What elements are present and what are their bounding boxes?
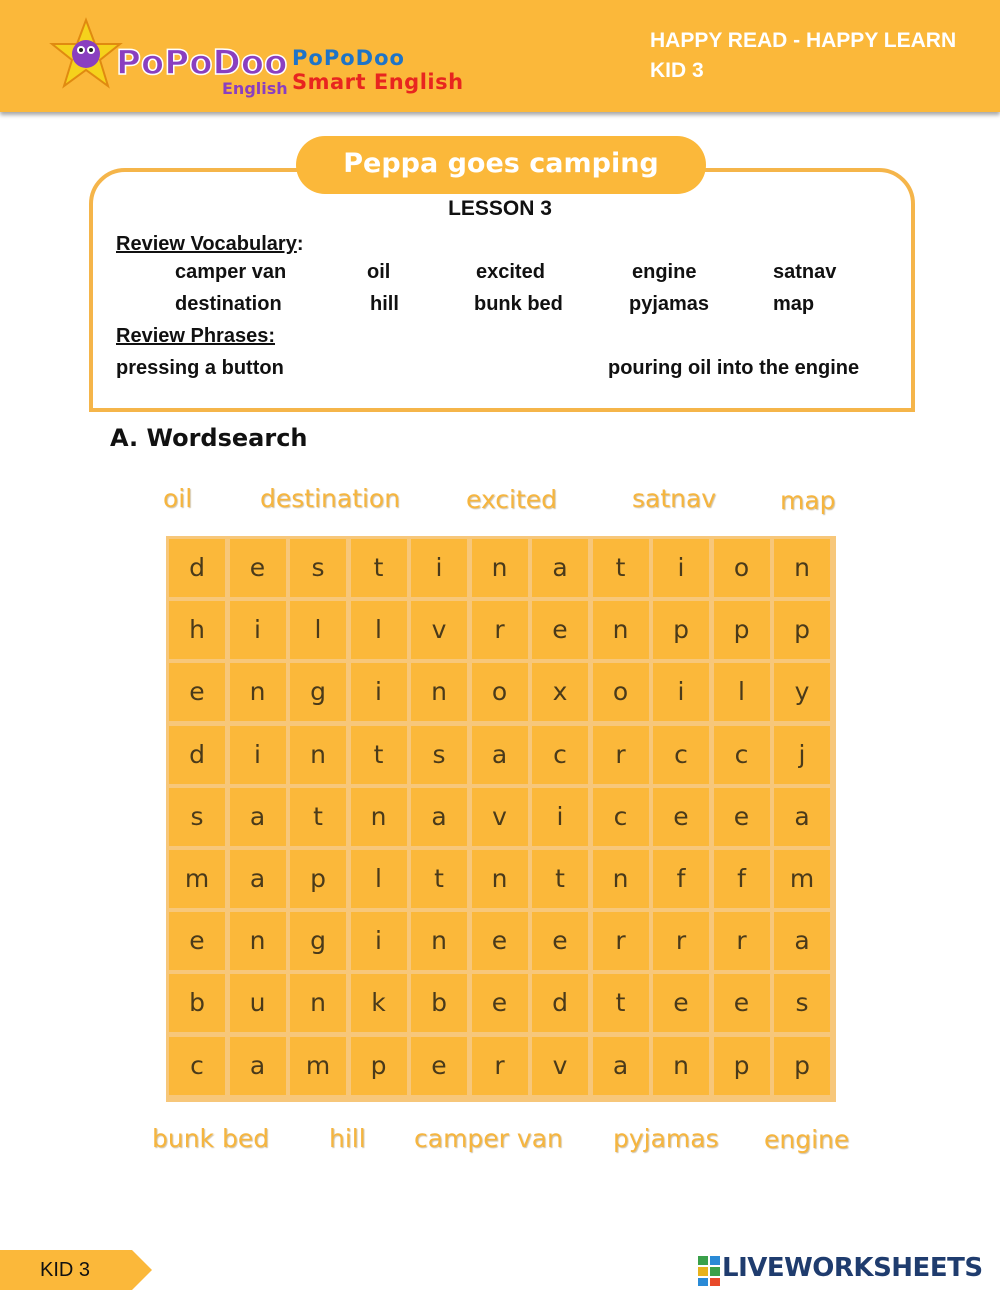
grid-cell[interactable]: t [290,788,346,846]
grid-cell[interactable]: n [230,912,286,970]
grid-cell[interactable]: m [774,850,830,908]
grid-cell[interactable]: n [411,912,467,970]
grid-cell[interactable]: e [230,539,286,597]
grid-cell[interactable]: b [411,974,467,1032]
grid-cell[interactable]: e [411,1037,467,1095]
grid-cell[interactable]: p [290,850,346,908]
grid-cell[interactable]: r [653,912,709,970]
grid-cell[interactable]: a [230,850,286,908]
lesson-title: Peppa goes camping [296,136,706,194]
grid-cell[interactable]: c [532,726,588,784]
grid-cell[interactable]: a [774,912,830,970]
grid-cell[interactable]: i [351,663,407,721]
grid-cell[interactable]: r [593,912,649,970]
grid-cell[interactable]: k [351,974,407,1032]
grid-cell[interactable]: n [593,601,649,659]
grid-cell[interactable]: t [532,850,588,908]
grid-cell[interactable]: r [472,1037,528,1095]
grid-cell[interactable]: e [532,601,588,659]
grid-cell[interactable]: a [472,726,528,784]
header-tagline [650,26,956,86]
grid-cell[interactable]: e [532,912,588,970]
grid-cell[interactable]: b [169,974,225,1032]
word-bank-item: destination [260,484,401,513]
smart-english-line1: PoPoDoo [292,46,405,70]
grid-cell[interactable]: o [593,663,649,721]
lesson-number: LESSON 3 [448,197,552,220]
grid-cell[interactable]: a [774,788,830,846]
grid-cell[interactable]: a [532,539,588,597]
footer-kid-level: KID 3 [40,1259,91,1281]
smart-english-logo [292,46,464,94]
liveworksheets-logo-icon [698,1256,720,1286]
phrases-heading: Review Phrases: [116,325,275,347]
svg-text:PoPoDoo: PoPoDoo [116,43,288,83]
grid-cell[interactable]: l [714,663,770,721]
grid-cell[interactable]: e [653,788,709,846]
grid-cell[interactable]: l [290,601,346,659]
grid-cell[interactable]: i [230,726,286,784]
grid-cell[interactable]: p [774,1037,830,1095]
vocab-word: camper van [175,261,287,283]
tagline-kid-level: KID 3 [650,59,704,82]
grid-cell[interactable]: e [653,974,709,1032]
grid-cell[interactable]: n [593,850,649,908]
grid-cell[interactable]: l [351,850,407,908]
grid-cell[interactable]: c [714,726,770,784]
grid-cell[interactable]: i [653,539,709,597]
word-bank-item: bunk bed [152,1124,270,1153]
vocab-word: pyjamas [629,293,710,315]
grid-cell[interactable]: a [230,1037,286,1095]
grid-cell[interactable]: j [774,726,830,784]
word-bank-item: excited [466,485,558,514]
liveworksheets-logo-text: LIVEWORKSHEETS [722,1253,983,1283]
smart-english-line2: Smart English [292,70,464,94]
grid-cell[interactable]: d [532,974,588,1032]
grid-cell[interactable]: n [290,974,346,1032]
grid-cell[interactable]: e [472,974,528,1032]
grid-cell[interactable]: g [290,663,346,721]
grid-cell[interactable]: n [290,726,346,784]
grid-cell[interactable]: e [714,974,770,1032]
grid-cell[interactable]: c [169,1037,225,1095]
grid-cell[interactable]: s [411,726,467,784]
grid-cell[interactable]: f [714,850,770,908]
grid-cell[interactable]: p [351,1037,407,1095]
vocab-word: excited [476,261,545,283]
grid-cell[interactable]: s [774,974,830,1032]
grid-cell[interactable]: a [593,1037,649,1095]
grid-cell[interactable]: p [774,601,830,659]
grid-cell[interactable]: p [653,601,709,659]
word-bank-item: oil [163,484,193,513]
grid-cell[interactable]: r [714,912,770,970]
grid-cell[interactable]: p [714,1037,770,1095]
grid-cell[interactable]: n [351,788,407,846]
word-bank-item: engine [764,1125,850,1154]
grid-cell[interactable]: g [290,912,346,970]
word-bank-item: hill [329,1124,366,1153]
page-header [0,0,1000,112]
section-title-wordsearch: A. Wordsearch [110,424,308,452]
word-bank-item: map [780,486,836,515]
svg-text:English: English [222,79,288,98]
phrase: pressing a button [116,357,284,379]
vocab-word: engine [632,261,697,283]
vocab-word: oil [367,261,391,283]
grid-cell[interactable]: n [472,850,528,908]
grid-cell[interactable]: t [351,539,407,597]
vocab-word: map [773,293,815,315]
grid-cell[interactable]: p [714,601,770,659]
phrase: pouring oil into the engine [608,357,860,379]
grid-cell[interactable]: i [230,601,286,659]
grid-cell[interactable]: h [169,601,225,659]
grid-cell[interactable]: v [472,788,528,846]
vocab-word: satnav [773,261,837,283]
vocab-word: hill [370,293,399,315]
grid-cell[interactable]: n [230,663,286,721]
grid-cell[interactable]: r [593,726,649,784]
grid-cell[interactable]: m [290,1037,346,1095]
grid-cell[interactable]: l [351,601,407,659]
grid-cell[interactable]: n [653,1037,709,1095]
grid-cell[interactable]: e [169,663,225,721]
grid-cell[interactable]: d [169,726,225,784]
grid-cell[interactable]: t [593,974,649,1032]
grid-cell[interactable]: n [411,663,467,721]
tagline-happy-read: HAPPY READ - HAPPY LEARN [650,29,957,52]
grid-cell[interactable]: u [230,974,286,1032]
grid-cell[interactable]: v [411,601,467,659]
grid-cell[interactable]: n [472,539,528,597]
grid-cell[interactable]: t [351,726,407,784]
grid-cell[interactable]: a [230,788,286,846]
grid-cell[interactable]: d [169,539,225,597]
popodoo-english-logo [50,16,288,100]
grid-cell[interactable]: e [714,788,770,846]
grid-cell[interactable]: s [169,788,225,846]
grid-cell[interactable]: y [774,663,830,721]
grid-cell[interactable]: x [532,663,588,721]
grid-cell[interactable]: e [169,912,225,970]
wordsearch-grid [166,536,836,1102]
grid-cell[interactable]: i [411,539,467,597]
vocab-heading: Review Vocabulary: [116,233,304,255]
grid-cell[interactable]: i [351,912,407,970]
grid-cell[interactable]: c [653,726,709,784]
grid-cell[interactable]: o [472,663,528,721]
grid-cell[interactable]: f [653,850,709,908]
grid-cell[interactable]: r [472,601,528,659]
grid-cell[interactable]: c [593,788,649,846]
grid-cell[interactable]: a [411,788,467,846]
grid-cell[interactable]: n [774,539,830,597]
grid-cell[interactable]: i [653,663,709,721]
grid-cell[interactable]: m [169,850,225,908]
grid-cell[interactable]: v [532,1037,588,1095]
vocab-word: destination [175,293,282,315]
grid-cell[interactable]: s [290,539,346,597]
word-bank-item: satnav [632,484,717,513]
word-bank-item: pyjamas [613,1124,719,1153]
grid-cell[interactable]: e [472,912,528,970]
grid-cell[interactable]: t [411,850,467,908]
grid-cell[interactable]: o [714,539,770,597]
vocab-word: bunk bed [474,293,563,315]
grid-cell[interactable]: t [593,539,649,597]
grid-cell[interactable]: i [532,788,588,846]
word-bank-item: camper van [414,1124,563,1153]
